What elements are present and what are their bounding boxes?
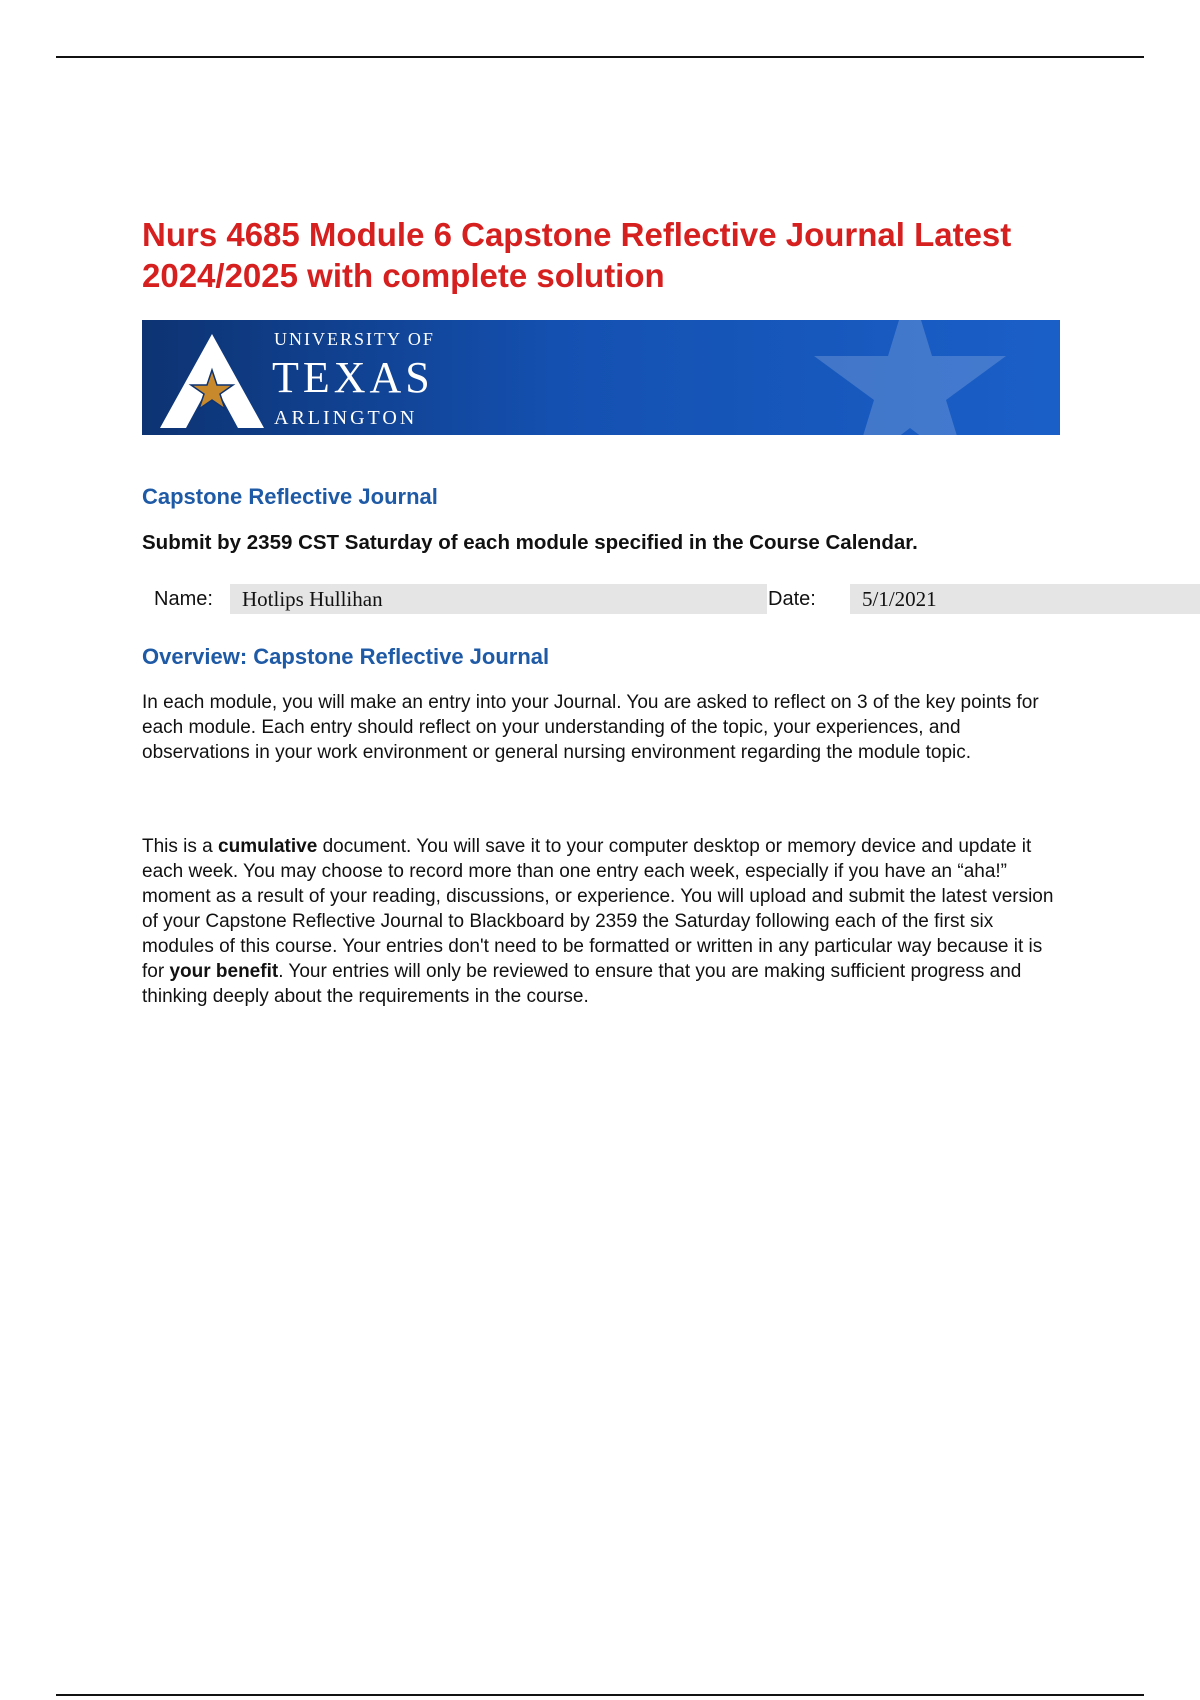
date-label: Date:: [768, 588, 816, 610]
date-field[interactable]: 5/1/2021: [850, 584, 1200, 614]
paragraph-2-text-b: document. You will save it to your computer desktop or memory device and update it each week. You may choose to record more than one entry each week, especially if you have an “aha!” moment as a result of your reading, discussions, or experience. You will upload and submit the latest version of your Capstone Reflective Journal to Blackboard by 2359 the Saturday following each of the first six modules of this course. Your entries don't need to be formatted or written in any particular way because it is for: [142, 836, 1054, 982]
university-banner: [142, 320, 1060, 435]
section-heading-capstone: Capstone Reflective Journal: [142, 484, 438, 509]
paragraph-2-text-c: . Your entries will only be reviewed to ensure that you are making sufficient progress and thinking deeply about the requirements in the course.: [142, 961, 1022, 1007]
background-star-icon: [780, 320, 1040, 435]
overview-paragraph-2: [142, 834, 1062, 1009]
name-label: Name:: [154, 588, 213, 610]
paragraph-2-bold-benefit: your benefit: [169, 961, 279, 982]
submission-instruction: Submit by 2359 CST Saturday of each module specified in the Course Calendar.: [142, 531, 918, 554]
banner-university-of: UNIVERSITY OF: [274, 329, 435, 349]
top-rule: [56, 56, 1144, 58]
name-field[interactable]: Hotlips Hullihan: [230, 584, 767, 614]
overview-paragraph-1: In each module, you will make an entry into your Journal. You are asked to reflect on 3 of the key points for each module. Each entry should reflect on your understanding of the topic, your experiences, and observations in your work environment or general nursing environment regarding the module topic.: [142, 692, 1039, 763]
name-date-row: [142, 584, 1080, 614]
uta-a-star-logo: [156, 330, 268, 430]
bottom-rule: [56, 1694, 1144, 1696]
section-heading-overview: Overview: Capstone Reflective Journal: [142, 644, 550, 669]
document-title: Nurs 4685 Module 6 Capstone Reflective Journal Latest 2024/2025 with complete solution: [142, 216, 1012, 294]
banner-texas: TEXAS: [272, 353, 434, 402]
paragraph-2-text-a: This is a: [142, 836, 219, 857]
paragraph-2-bold-cumulative: cumulative: [218, 836, 318, 857]
banner-arlington: ARLINGTON: [274, 407, 418, 429]
